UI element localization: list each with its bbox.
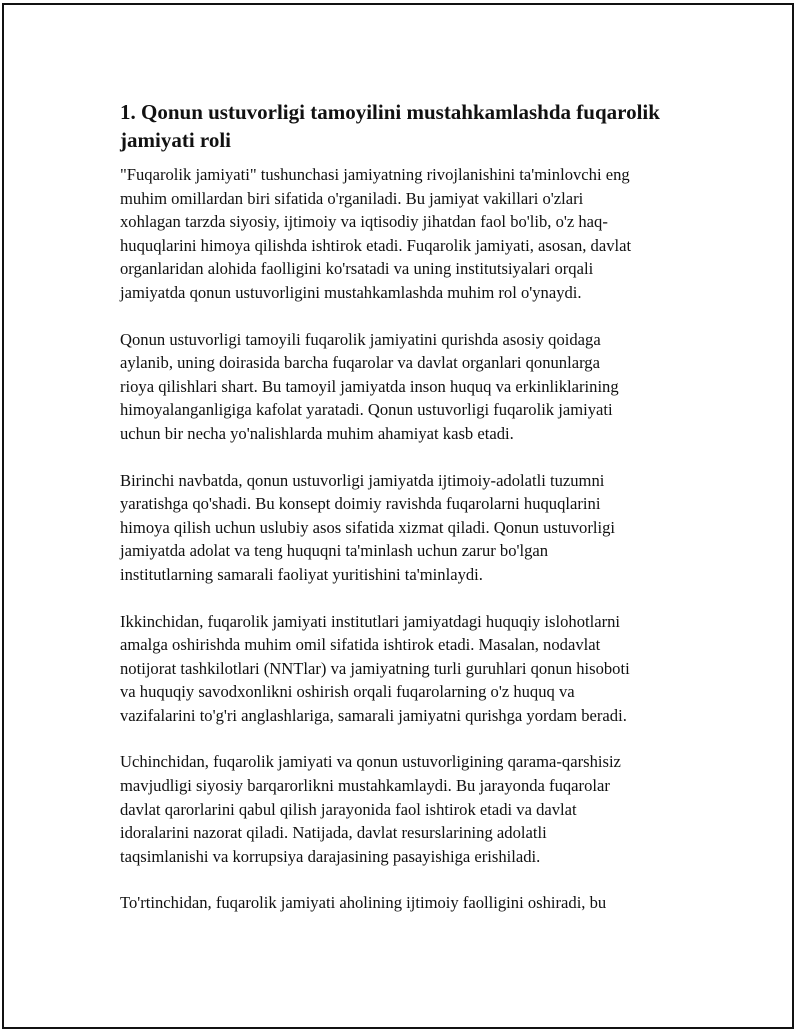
section-heading-line: jamiyati roli	[120, 128, 232, 152]
paragraph	[120, 891, 700, 915]
paragraph-line: notijorat tashkilotlari (NNTlar) va jamiyatning turli guruhlari qonun hisoboti	[120, 658, 630, 678]
paragraph-line: jamiyatda qonun ustuvorligini mustahkamlashda muhim rol o'ynaydi.	[120, 282, 582, 302]
paragraph-line: taqsimlanishi va korrupsiya darajasining pasayishiga erishiladi.	[120, 846, 541, 866]
paragraph-line: jamiyatda adolat va teng huquqni ta'minlash uchun zarur bo'lgan	[120, 541, 549, 561]
paragraph-line: vazifalarini to'g'ri anglashlariga, samarali jamiyatni qurishga yordam beradi.	[120, 705, 627, 725]
section-heading-line: 1. Qonun ustuvorligi tamoyilini mustahkamlashda fuqarolik	[120, 100, 660, 124]
paragraph	[120, 750, 700, 868]
paragraph-line: organlaridan alohida faolligini ko'rsatadi va uning institutsiyalari orqali	[120, 259, 594, 279]
paragraph-line: To'rtinchidan, fuqarolik jamiyati aholining ijtimoiy faolligini oshiradi, bu	[120, 893, 607, 913]
paragraph-line: amalga oshirishda muhim omil sifatida ishtirok etadi. Masalan, nodavlat	[120, 635, 601, 655]
paragraph-line: huquqlarini himoya qilishda ishtirok etadi. Fuqarolik jamiyati, asosan, davlat	[120, 235, 632, 255]
paragraph-line: idoralarini nazorat qiladi. Natijada, davlat resurslarining adolatli	[120, 823, 547, 843]
paragraph-line: uchun bir necha yo'nalishlarda muhim ahamiyat kasb etadi.	[120, 423, 514, 443]
paragraph-line: muhim omillardan biri sifatida o'rganiladi. Bu jamiyat vakillari o'zlari	[120, 188, 584, 208]
paragraph	[120, 328, 700, 446]
paragraph-line: xohlagan tarzda siyosiy, ijtimoiy va iqtisodiy jihatdan faol bo'lib, o'z haq-	[120, 212, 608, 232]
paragraph-line: davlat qarorlarini qabul qilish jarayonida faol ishtirok etadi va davlat	[120, 799, 577, 819]
paragraph-line: mavjudligi siyosiy barqarorlikni mustahkamlaydi. Bu jarayonda fuqarolar	[120, 776, 610, 796]
paragraph-line: aylanib, uning doirasida barcha fuqarolar va davlat organlari qonunlarga	[120, 353, 600, 373]
section-heading	[120, 98, 700, 154]
paragraph-line: "Fuqarolik jamiyati" tushunchasi jamiyatning rivojlanishini ta'minlovchi eng	[120, 165, 630, 184]
document-page	[2, 3, 794, 1029]
paragraph-line: himoyalanganligiga kafolat yaratadi. Qonun ustuvorligi fuqarolik jamiyati	[120, 400, 613, 420]
paragraph-line: institutlarning samarali faoliyat yuritishini ta'minlaydi.	[120, 564, 483, 584]
paragraph	[120, 163, 700, 305]
paragraph-line: Uchinchidan, fuqarolik jamiyati va qonun ustuvorligining qarama-qarshisiz	[120, 752, 621, 772]
paragraph	[120, 610, 700, 728]
paragraph-line: Ikkinchidan, fuqarolik jamiyati institutlari jamiyatdagi huquqiy islohotlarni	[120, 611, 621, 631]
paragraph-line: Qonun ustuvorligi tamoyili fuqarolik jamiyatini qurishda asosiy qoidaga	[120, 329, 601, 349]
document-body	[120, 98, 700, 938]
paragraph-line: Birinchi navbatda, qonun ustuvorligi jamiyatda ijtimoiy-adolatli tuzumni	[120, 470, 605, 490]
paragraph	[120, 469, 700, 587]
paragraph-line: va huquqiy savodxonlikni oshirish orqali fuqarolarning o'z huquq va	[120, 682, 575, 702]
paragraph-line: himoya qilish uchun uslubiy asos sifatida xizmat qiladi. Qonun ustuvorligi	[120, 517, 616, 537]
paragraph-line: rioya qilishlari shart. Bu tamoyil jamiyatda inson huquq va erkinliklarining	[120, 376, 619, 396]
paragraph-line: yaratishga qo'shadi. Bu konsept doimiy ravishda fuqarolarni huquqlarini	[120, 494, 601, 514]
